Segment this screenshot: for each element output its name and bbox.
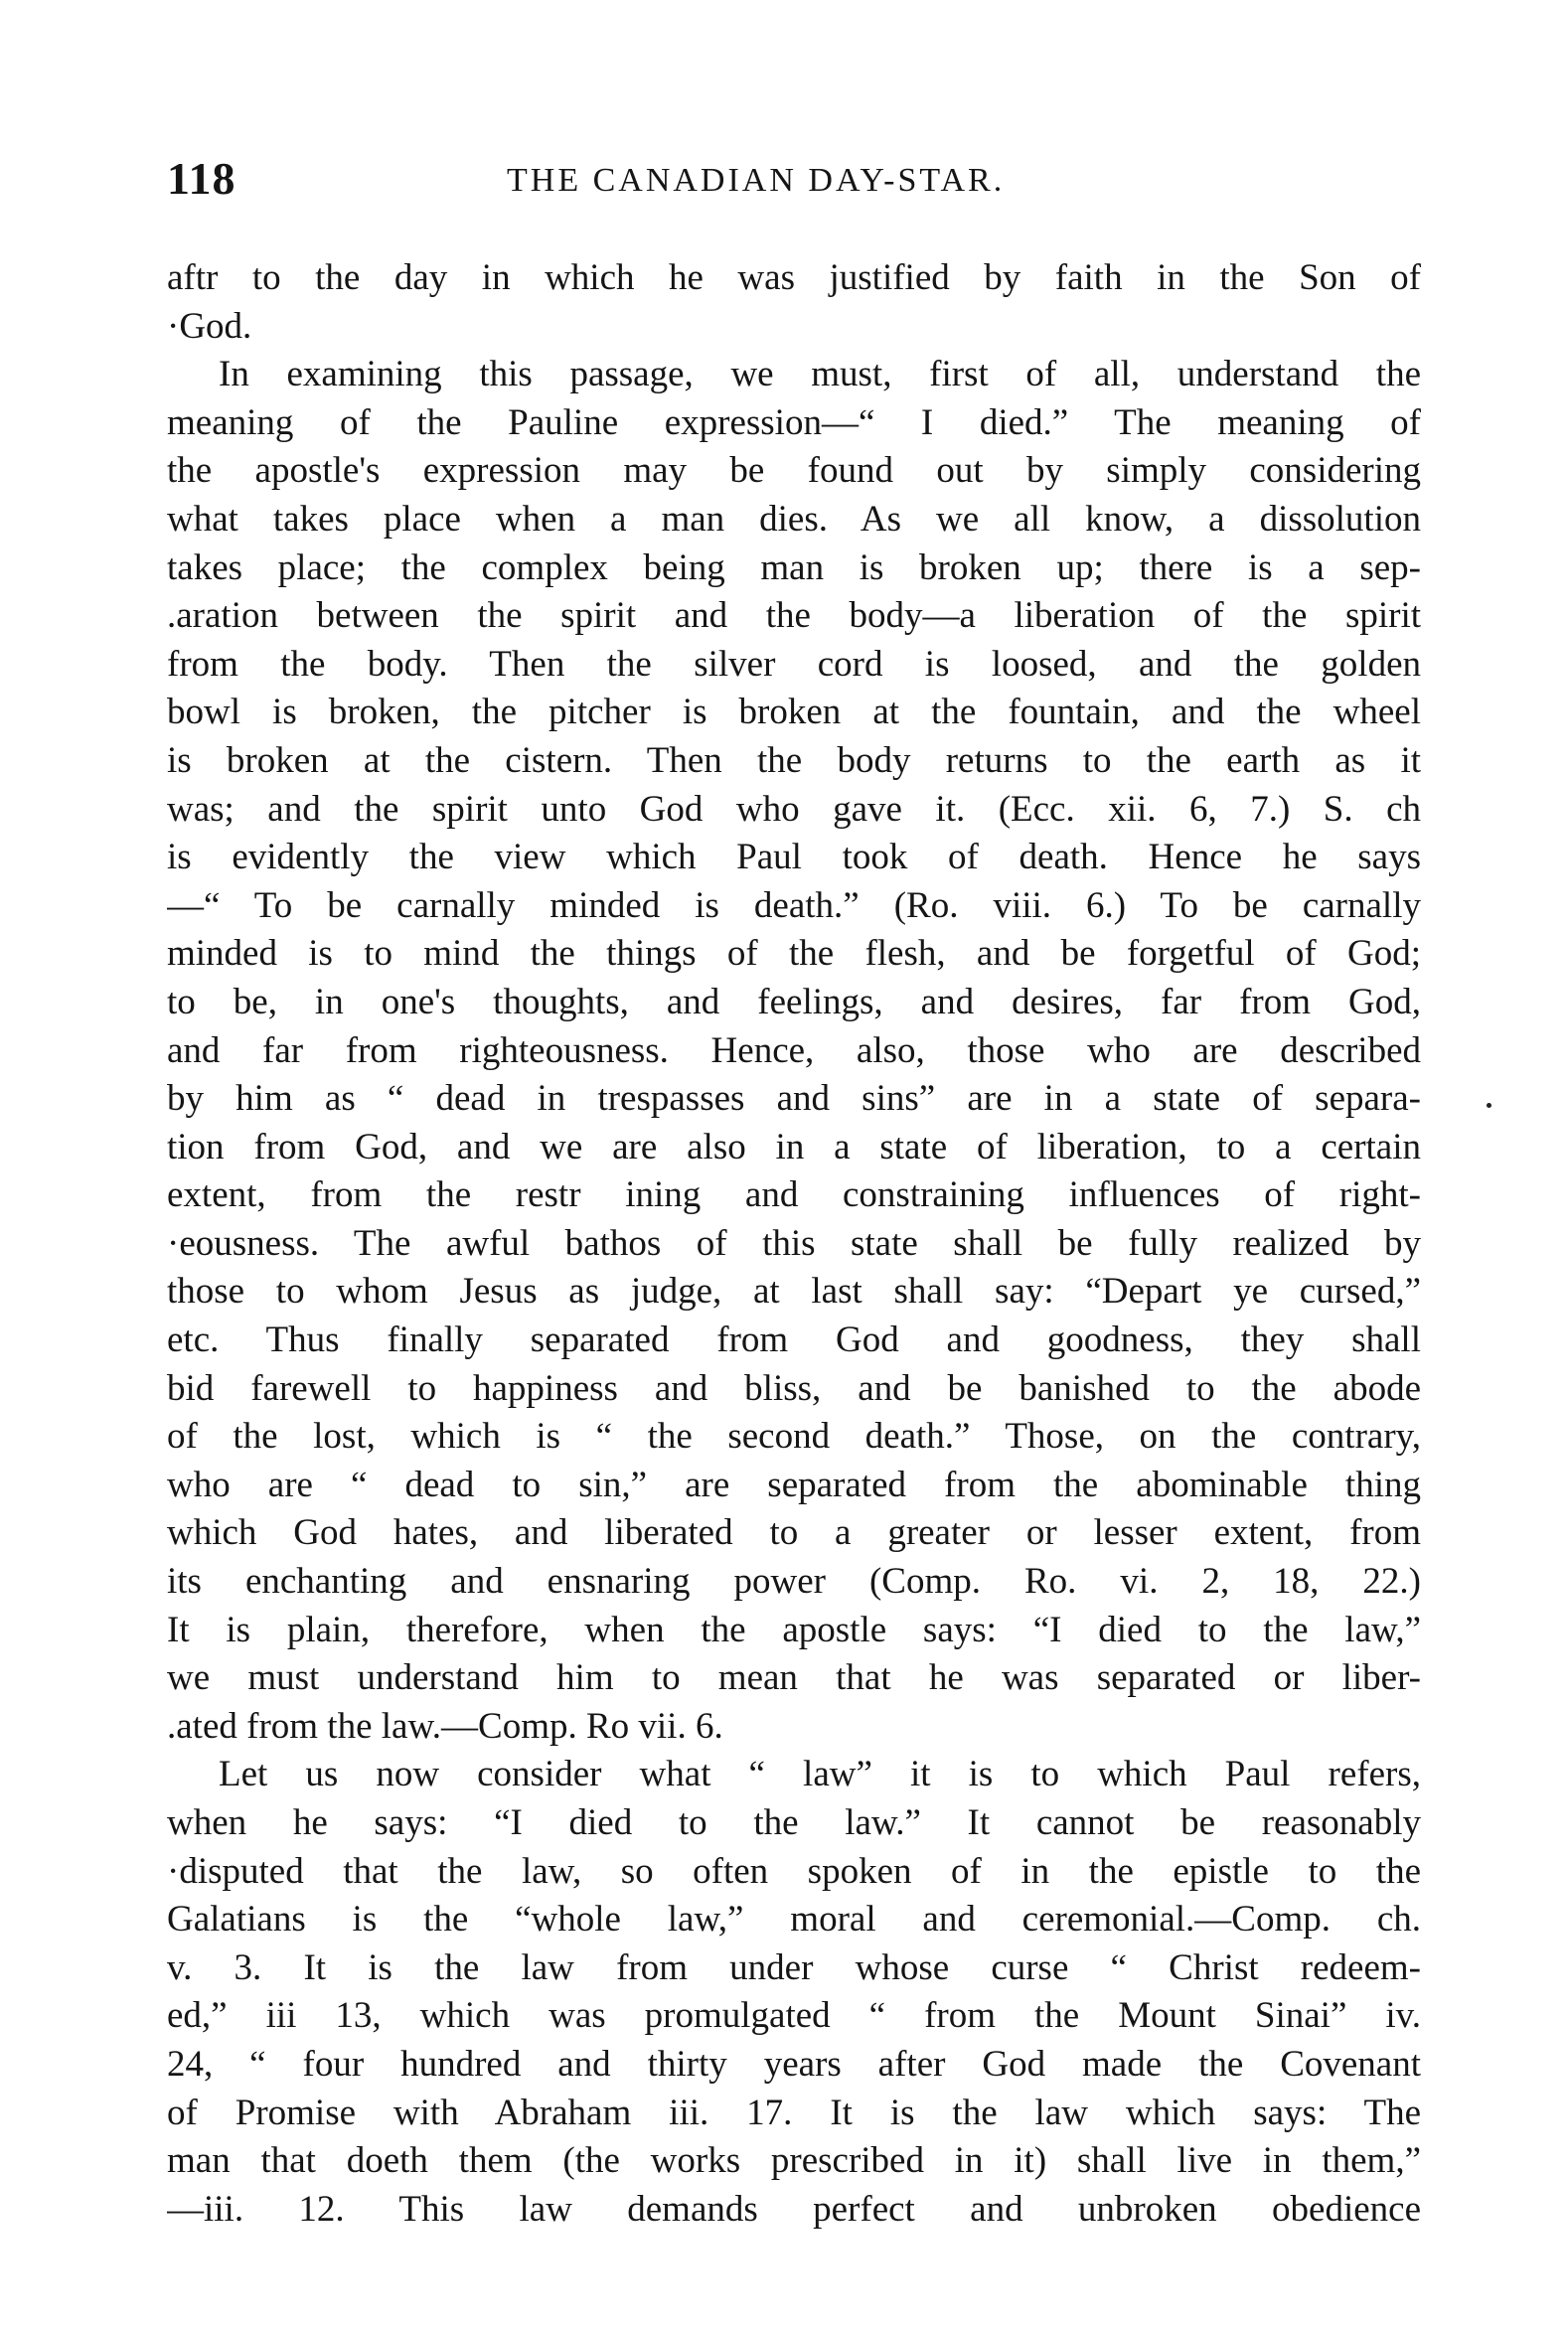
page-number: 118	[167, 153, 236, 204]
text-line: 24, “ four hundred and thirty years after God made the Covenant	[167, 2043, 1421, 2085]
text-line: who are “ dead to sin,” are separated from the abominable thing	[167, 1464, 1421, 1505]
text-line: of Promise with Abraham iii. 17. It is the law which says: The	[167, 2092, 1421, 2133]
page-header	[159, 149, 1411, 209]
text-line: —iii. 12. This law demands perfect and unbroken obedience	[167, 2188, 1421, 2230]
text-line: aftr to the day in which he was justified by faith in the Son of	[167, 257, 1421, 298]
text-line: which God hates, and liberated to a greater or lesser extent, from	[167, 1512, 1421, 1554]
text-line: was; and the spirit unto God who gave it. (Ecc. xii. 6, 7.) S. ch	[167, 788, 1421, 830]
text-line: is broken at the cistern. Then the body returns to the earth as it	[167, 739, 1421, 781]
text-line: ·eousness. The awful bathos of this state shall be fully realized by	[167, 1222, 1421, 1264]
text-line: .ated from the law.—Comp. Ro vii. 6.	[167, 1705, 723, 1747]
text-line: .aration between the spirit and the body—a liberation of the spirit	[167, 595, 1421, 637]
text-line: minded is to mind the things of the flesh, and be forgetful of God;	[167, 933, 1421, 975]
text-line: from the body. Then the silver cord is loosed, and the golden	[167, 643, 1421, 685]
text-line: when he says: “I died to the law.” It cannot be reasonably	[167, 1802, 1421, 1843]
text-line: those to whom Jesus as judge, at last shall say: “Depart ye cursed,”	[167, 1271, 1421, 1313]
text-line: man that doeth them (the works prescribed in it) shall live in them,”	[167, 2140, 1421, 2182]
text-line: bowl is broken, the pitcher is broken at the fountain, and the wheel	[167, 692, 1421, 733]
text-line: extent, from the restr ining and constraining influences of right-	[167, 1174, 1421, 1216]
text-line: its enchanting and ensnaring power (Comp. Ro. vi. 2, 18, 22.)	[167, 1561, 1421, 1603]
text-line: to be, in one's thoughts, and feelings, and desires, far from God,	[167, 981, 1421, 1022]
ink-speck	[1487, 1103, 1491, 1108]
text-line: v. 3. It is the law from under whose curse “ Christ redeem-	[167, 1946, 1421, 1988]
text-line: is evidently the view which Paul took of death. Hence he says	[167, 837, 1421, 878]
text-line: tion from God, and we are also in a state of liberation, to a certain	[167, 1126, 1421, 1167]
text-line: It is plain, therefore, when the apostle says: “I died to the law,”	[167, 1609, 1421, 1650]
text-line: and far from righteousness. Hence, also, those who are described	[167, 1029, 1421, 1071]
text-line: ed,” iii 13, which was promulgated “ from the Mount Sinai” iv.	[167, 1995, 1421, 2037]
body-text	[167, 254, 1421, 2234]
text-line: —“ To be carnally minded is death.” (Ro. viii. 6.) To be carnally	[167, 884, 1421, 926]
text-line: bid farewell to happiness and bliss, and be banished to the abode	[167, 1367, 1421, 1409]
text-line: what takes place when a man dies. As we all know, a dissolution	[167, 498, 1421, 540]
running-title: THE CANADIAN DAY-STAR.	[507, 162, 1006, 199]
text-line: the apostle's expression may be found out by simply considering	[167, 450, 1421, 492]
text-line: ·God.	[167, 305, 252, 347]
text-line: etc. Thus finally separated from God and goodness, they shall	[167, 1320, 1421, 1361]
text-line: of the lost, which is “ the second death.” Those, on the contrary,	[167, 1416, 1421, 1458]
text-line: Galatians is the “whole law,” moral and ceremonial.—Comp. ch.	[167, 1899, 1421, 1941]
text-line: Let us now consider what “ law” it is to which Paul refers,	[219, 1754, 1421, 1795]
text-line: takes place; the complex being man is broken up; there is a sep-	[167, 546, 1421, 588]
text-line: by him as “ dead in trespasses and sins” are in a state of separa-	[167, 1078, 1421, 1120]
text-line: ·disputed that the law, so often spoken of in the epistle to the	[167, 1850, 1421, 1892]
text-line: meaning of the Pauline expression—“ I died.” The meaning of	[167, 401, 1421, 443]
text-line: In examining this passage, we must, first of all, understand the	[219, 354, 1421, 395]
text-line: we must understand him to mean that he was separated or liber-	[167, 1657, 1421, 1699]
